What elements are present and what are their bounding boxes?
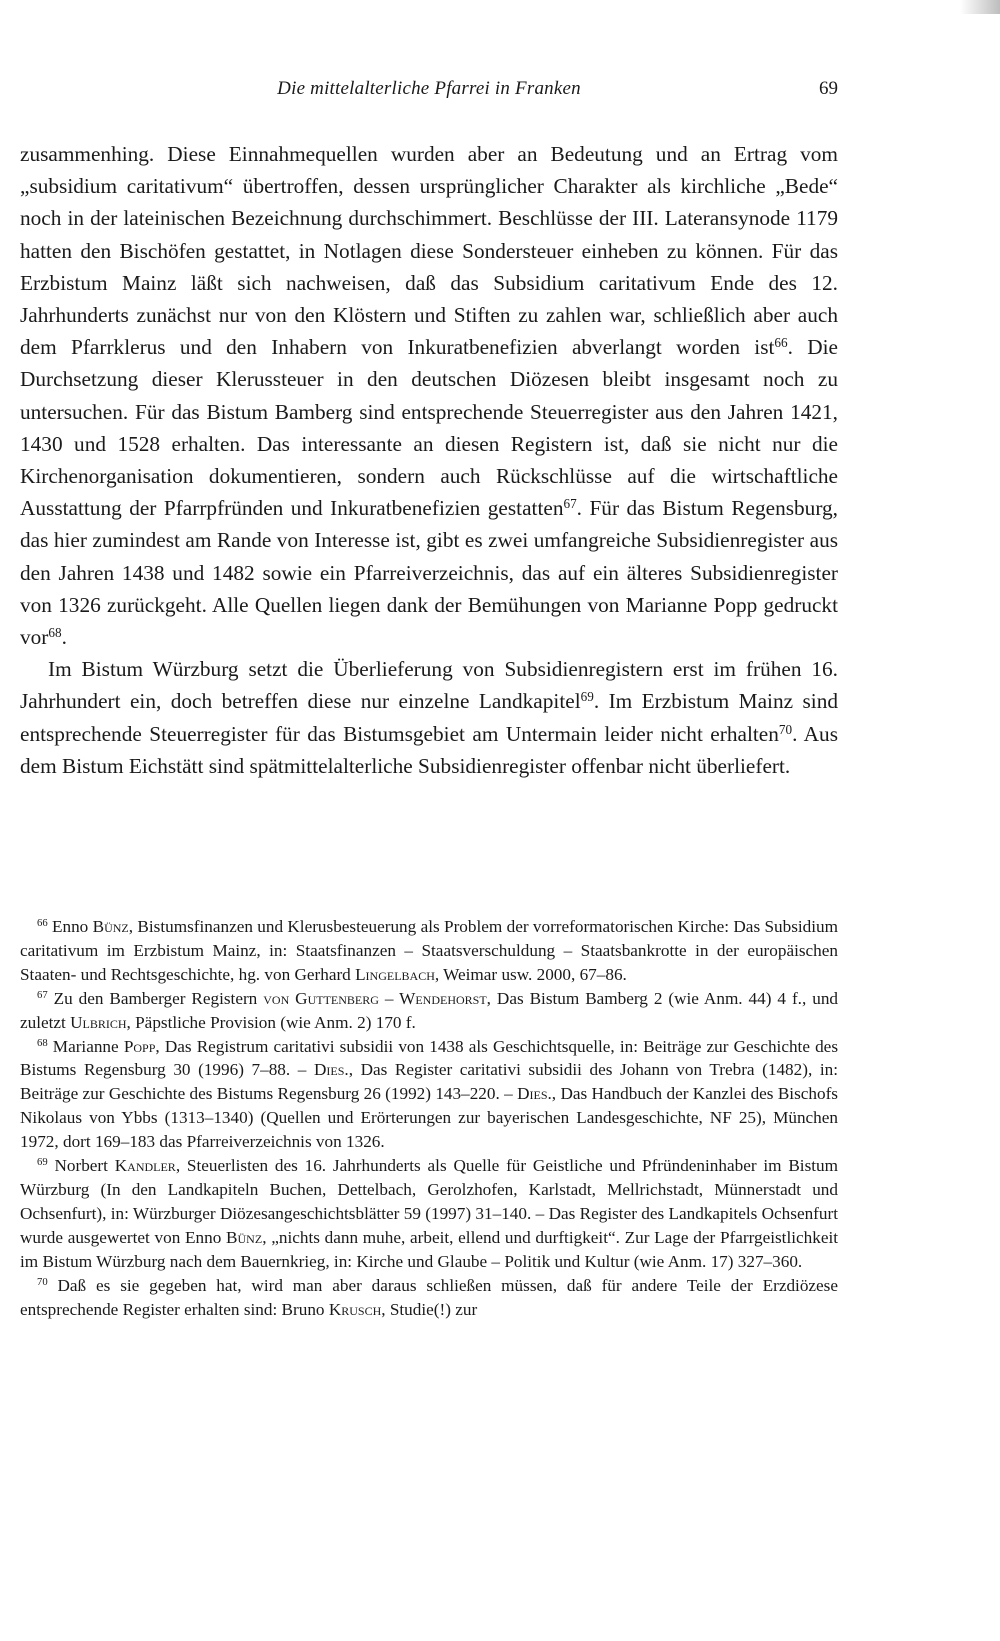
main-text: [20, 138, 838, 782]
footnotes: [20, 915, 838, 1321]
footnote-text: , Studie(!) zur: [381, 1299, 478, 1319]
footnote-text: Enno: [47, 917, 93, 936]
author-name: Kandler: [114, 1156, 176, 1176]
footnote-number: 70: [37, 1276, 48, 1288]
footnote-ref-68: 68: [48, 624, 62, 640]
author-name: Ulbrich: [70, 1012, 127, 1032]
footnote-number: 67: [37, 989, 48, 1001]
footnote-70: [20, 1274, 838, 1322]
footnote-number: 68: [37, 1037, 48, 1049]
footnote-text: , Das Register caritativi subsidii des Johann von Trebra (1482), in: Beiträge zur Geschichte des Bistums Regensburg 26 (1992) 143–220. –: [20, 1060, 838, 1104]
footnote-66: [20, 915, 838, 987]
running-title: Die mittelalterliche Pfarrei in Franken: [277, 78, 581, 99]
footnote-ref-67: 67: [563, 495, 577, 511]
footnote-text: Daß es sie gegeben hat, wird man aber daraus schließen müssen, daß für andere Teile der Erzdiözese entsprechende Register erhalten sind: Bruno: [20, 1275, 838, 1319]
scan-edge-shadow: [960, 0, 1000, 14]
paragraph-1: [20, 138, 838, 653]
footnote-ref-70: 70: [778, 721, 793, 737]
page-number: 69: [819, 78, 838, 99]
author-name: Dies.: [313, 1060, 349, 1080]
paragraph-1-text-2: . Die Durchsetzung dieser Klerussteuer in den deutschen Diözesen bleibt insgesamt noch zu untersuchen. Für das Bistum Bamberg sind entsprechende Steuerregister aus den Jahren 1421, 1430 und 1528 erhalten. Das interessante an diesen Registern ist, daß sie nicht nur die Kirchenorganisation dokumentieren, sondern auch Rückschlüsse auf die wirtschaftliche Ausstattung der Pfarrpfründen und Inkuratbenefizien gestatten: [20, 335, 838, 521]
footnote-text: , Das Handbuch der Kanzlei des Bischofs Nikolaus von Ybbs (1313–1340) (Quellen und Erörterungen zur bayerischen Landesgeschichte, NF 25), München 1972, dort 169–183 das Pfarreiverzeichnis von 1326.: [20, 1084, 838, 1152]
paragraph-1-text-3: . Für das Bistum Regensburg, das hier zumindest am Rande von Interesse ist, gibt es zwei umfangreiche Subsidienregister aus den Jahren 1438 und 1482 sowie ein Pfarreiverzeichnis, das auf ein älteres Subsidienregister von 1326 zurückgeht. Alle Quellen liegen dank der Bemühungen von Marianne Popp gedruckt vor: [20, 496, 838, 650]
running-head: [20, 78, 838, 108]
paragraph-1-text-4: .: [61, 625, 67, 650]
footnote-text: Marianne: [47, 1036, 124, 1056]
footnote-text: , Weimar usw. 2000, 67–86.: [434, 964, 627, 984]
book-page: [20, 0, 838, 1641]
paragraph-2: [20, 653, 838, 782]
author-name: Bünz: [226, 1227, 263, 1247]
paragraph-2-text-2: . Im Erzbistum Mainz sind entsprechende Steuerregister für das Bistumsgebiet am Untermain leider nicht erhalten: [20, 689, 838, 746]
author-name: Popp: [123, 1036, 156, 1056]
footnote-text: Norbert: [47, 1156, 115, 1176]
footnote-number: 66: [37, 918, 48, 930]
footnote-69: [20, 1154, 838, 1274]
footnote-text: , Das Bistum Bamberg 2 (wie Anm. 44) 4 f., und zuletzt: [20, 988, 839, 1032]
footnote-67: [20, 987, 838, 1035]
footnote-text: Zu den Bamberger Registern: [47, 988, 264, 1008]
footnote-text: , Päpstliche Provision (wie Anm. 2) 170 f.: [126, 1012, 416, 1032]
author-name: von Guttenberg – Wendehorst: [263, 988, 487, 1008]
paragraph-2-text-3: . Aus dem Bistum Eichstätt sind spätmittelalterliche Subsidienregister offenbar nicht überliefert.: [20, 721, 838, 778]
footnote-text: , Das Registrum caritativi subsidii von 1438 als Geschichtsquelle, in: Beiträge zur Geschichte des Bistums Regensburg 30 (1996) 7–88. –: [20, 1036, 839, 1080]
author-name: Lingelbach: [355, 964, 435, 984]
footnote-text: , Bistumsfinanzen und Klerusbesteuerung als Problem der vorreformatorischen Kirche: Das Subsidium caritativum im Erzbistum Mainz, in: Staatsfinanzen – Staatsverschuldung – Staatsbankrotte in der europäischen Staaten- und Rechtsgeschichte, hg. von Gerhard: [20, 917, 839, 984]
footnote-text: , Steuerlisten des 16. Jahrhunderts als Quelle für Geistliche und Pfründeninhaber im Bistum Würzburg (In den Landkapiteln Buchen, Dettelbach, Gerolzhofen, Karlstadt, Mellrichstadt, Münnerstadt und Ochsenfurt), in: Würzburger Diözesangeschichtsblätter 59 (1997) 31–140. – Das Register des Landkapitels Ochsenfurt wurde ausgewertet von Enno: [20, 1156, 838, 1247]
author-name: Dies.: [517, 1084, 552, 1104]
footnote-number: 69: [37, 1157, 48, 1169]
footnote-ref-69: 69: [580, 689, 594, 705]
paragraph-1-text-1: zusammenhing. Diese Einnahmequellen wurden aber an Bedeutung und an Ertrag vom „subsidium caritativum“ übertroffen, dessen ursprünglicher Charakter als kirchliche „Bede“ noch in der lateinischen Bezeichnung durchschimmert. Beschlüsse der III. Lateransynode 1179 hatten den Bischöfen gestattet, in Notlagen diese Sondersteuer einheben zu können. Für das Erzbistum Mainz läßt sich nachweisen, daß das Subsidium caritativum Ende des 12. Jahrhunderts zunächst nur von den Klöstern und Stiften zu zahlen war, schließlich aber auch dem Pfarrklerus und den Inhabern von Inkuratbenefizien abverlangt worden ist: [20, 142, 838, 360]
footnote-text: , „nichts dann muhe, arbeit, ellend und durftigkeit“. Zur Lage der Pfarrgeistlichkeit im Bistum Würzburg nach dem Bauernkrieg, in: Kirche und Glaube – Politik und Kultur (wie Anm. 17) 327–360.: [20, 1227, 839, 1271]
footnote-68: [20, 1035, 838, 1155]
author-name: Krusch: [328, 1299, 382, 1319]
author-name: Bünz: [92, 917, 129, 936]
paragraph-2-text-1: Im Bistum Würzburg setzt die Überlieferung von Subsidienregistern erst im frühen 16. Jahrhundert ein, doch betreffen diese nur einzelne Landkapitel: [20, 657, 838, 714]
footnote-ref-66: 66: [774, 334, 788, 350]
